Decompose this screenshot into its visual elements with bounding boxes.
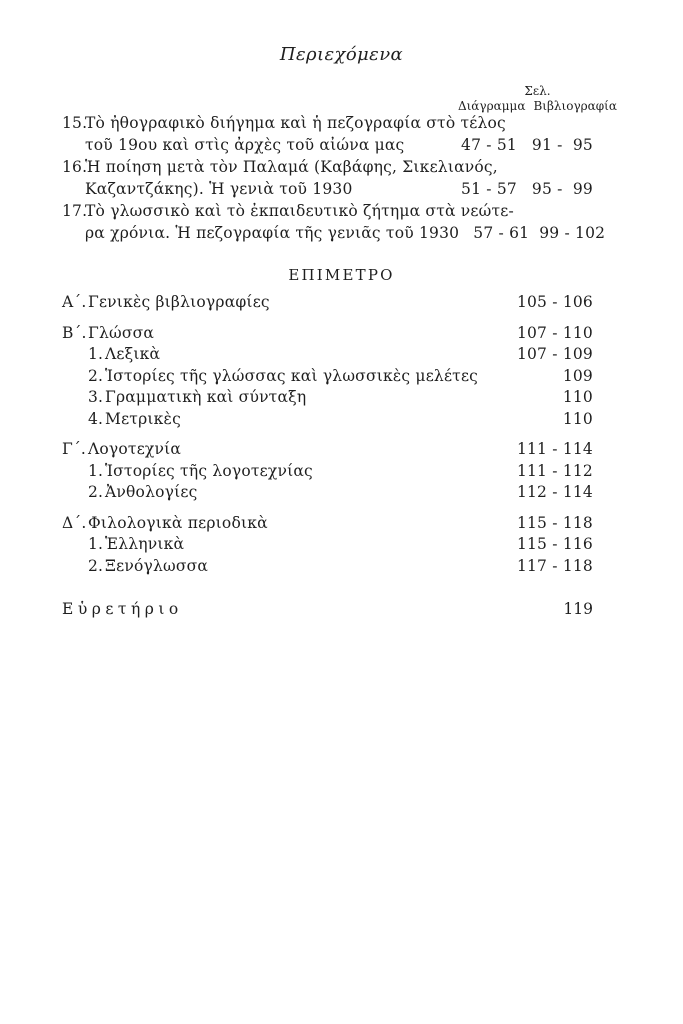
- subsection-number: 2.: [88, 556, 104, 575]
- pages-column-label: Σελ.: [524, 84, 551, 98]
- index-pages: 119: [563, 600, 593, 618]
- page-title: Περιεχόμενα: [279, 44, 404, 65]
- subsection-number: 2.: [88, 366, 104, 385]
- section-pages: 115 - 118: [516, 513, 593, 532]
- column-header: [458, 84, 617, 113]
- entry-number: 16.: [62, 158, 88, 176]
- subsection-title: Μετρικὲς: [105, 409, 181, 428]
- subsection-pages: 110: [562, 388, 593, 406]
- subsection-row: [88, 556, 593, 578]
- entry-number: 17.: [62, 202, 88, 220]
- subsection-pages: 115 - 116: [516, 535, 593, 553]
- column-header-row: [458, 99, 617, 114]
- subsection-pages: 107 - 109: [516, 345, 593, 363]
- subsection-title: Ἱστορίες τῆς λογοτεχνίας: [105, 461, 313, 480]
- bibliography-pages: 91 - 95: [531, 136, 593, 154]
- subsection-number: 1.: [88, 345, 104, 363]
- entry-text-continuation: ρα χρόνια. Ἡ πεζογραφία τῆς γενιᾶς τοῦ 1930: [85, 224, 460, 242]
- section-label: Γ΄.: [62, 440, 87, 458]
- section-delta: [62, 513, 593, 578]
- subsection-number: 4.: [88, 409, 104, 428]
- diagramma-column-label: Διάγραμμα: [457, 98, 526, 113]
- entry-text-continuation: τοῦ 19ου καὶ στὶς ἀρχὲς τοῦ αἰώνα μας: [85, 136, 405, 154]
- subsection-pages: 110: [562, 409, 593, 428]
- subsection-row: [88, 344, 593, 366]
- bibliography-column-label: Βιβλιογραφία: [533, 98, 617, 113]
- entry-line: [62, 112, 593, 134]
- section-row: [62, 439, 593, 461]
- bibliography-pages: 95 - 99: [531, 180, 593, 198]
- section-title: Γενικὲς βιβλιογραφίες: [88, 293, 270, 311]
- section-label: Α΄.: [62, 293, 87, 311]
- subsection-row: [88, 534, 593, 556]
- section-title: Λογοτεχνία: [88, 440, 182, 458]
- subsection-pages: 112 - 114: [516, 483, 593, 501]
- subsection-row: [88, 387, 593, 409]
- diagramma-pages: 47 - 51: [461, 136, 517, 154]
- section-row: [62, 323, 593, 345]
- section-row: [62, 292, 593, 314]
- subsection-number: 3.: [88, 388, 104, 406]
- toc-entry-15: [62, 112, 593, 156]
- index-entry: [62, 598, 593, 620]
- epimetro-heading: ΕΠΙΜΕΤΡΟ: [288, 266, 395, 284]
- subsection-number: 1.: [88, 535, 104, 553]
- section-gamma: [62, 439, 593, 504]
- section-pages: 105 - 106: [516, 293, 593, 311]
- epimetro-sections: [62, 292, 593, 577]
- subsection-number: 2.: [88, 483, 104, 501]
- subsection-title: Ἑλληνικὰ: [105, 535, 185, 553]
- section-title: Φιλολογικὰ περιοδικὰ: [88, 513, 268, 532]
- section-pages: 111 - 114: [516, 440, 593, 458]
- entry-text: Τὸ ἠθογραφικὸ διήγημα καὶ ἡ πεζογραφία στὸ τέλος: [85, 114, 506, 132]
- subsection-pages: 111 - 112: [516, 461, 593, 480]
- subsection-row: [88, 366, 593, 388]
- entry-line: [62, 222, 606, 244]
- section-beta: [62, 323, 593, 431]
- entry-text-continuation: Καζαντζάκης). Ἡ γενιὰ τοῦ 1930: [85, 180, 353, 198]
- toc-entries: [62, 112, 606, 244]
- section-label: Δ΄.: [62, 513, 87, 532]
- subsection-row: [88, 482, 593, 504]
- subsection-title: Γραμματικὴ καὶ σύνταξη: [105, 388, 307, 406]
- subsection-title: Ἱστορίες τῆς γλώσσας καὶ γλωσσικὲς μελέτες: [105, 366, 479, 385]
- toc-entry-16: [62, 156, 593, 200]
- diagramma-pages: 57 - 61: [473, 224, 530, 242]
- subsection-pages: 109: [562, 366, 593, 385]
- entry-text: Ἡ ποίηση μετὰ τὸν Παλαμά (Καβάφης, Σικελιανός,: [85, 158, 498, 176]
- section-pages: 107 - 110: [516, 323, 593, 342]
- diagramma-pages: 51 - 57: [461, 180, 517, 198]
- subsection-row: [88, 461, 593, 483]
- subsection-row: [88, 409, 593, 431]
- subsection-number: 1.: [88, 461, 104, 480]
- bibliography-pages: 99 - 102: [539, 224, 606, 242]
- toc-entry-17: [62, 200, 606, 244]
- subsection-title: Λεξικὰ: [105, 345, 161, 363]
- section-row: [62, 513, 593, 535]
- entry-number: 15.: [62, 114, 88, 132]
- subsection-title: Ἀνθολογίες: [105, 483, 198, 501]
- entry-line: [62, 156, 593, 178]
- section-title: Γλώσσα: [88, 323, 155, 342]
- section-label: Β΄.: [62, 323, 87, 342]
- subsection-pages: 117 - 118: [516, 556, 593, 575]
- subsection-title: Ξενόγλωσσα: [105, 556, 209, 575]
- entry-line: [62, 178, 593, 200]
- index-label: Εὑρετήριο: [62, 600, 183, 618]
- entry-text: Τὸ γλωσσικὸ καὶ τὸ ἐκπαιδευτικὸ ζήτημα στὰ νεώτε-: [85, 202, 514, 220]
- entry-line: [62, 200, 593, 222]
- section-alpha: [62, 292, 593, 314]
- entry-line: [62, 134, 593, 156]
